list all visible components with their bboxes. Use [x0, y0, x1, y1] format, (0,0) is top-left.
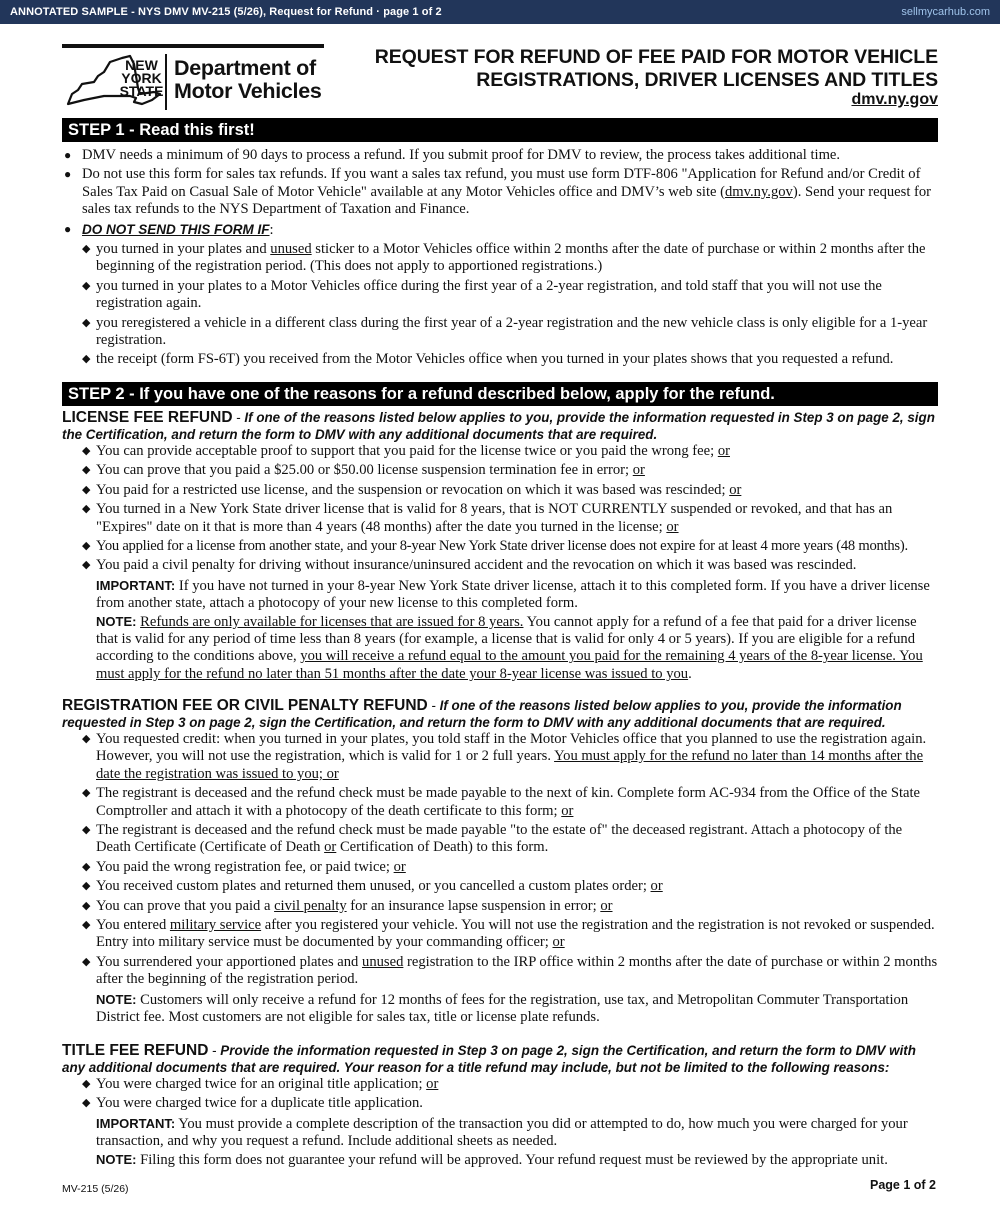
- item-text: for an insurance lapse suspension in error;: [346, 897, 601, 914]
- or-word: or: [561, 802, 574, 819]
- sub-list-item: ◆ you turned in your plates to a Motor Vehicles office during the first year of a 2-year registration, and told staff that you will not use the registration again.: [82, 277, 882, 312]
- form-header: [62, 44, 938, 114]
- form-title-line-1: REQUEST FOR REFUND OF FEE PAID FOR MOTOR VEHICLE: [374, 46, 938, 68]
- item-text: You can prove that you paid a $25.00 or $50.00 license suspension termination fee in error;: [96, 462, 633, 479]
- sub-list-item: ◆ You entered military service after you registered your vehicle. You will not use the registration and the registration is not revoked or suspended. Entry into military service must be documented by your commanding officer; or: [82, 917, 935, 951]
- note-label: NOTE:: [96, 1151, 137, 1167]
- form-title-line-2: REGISTRATIONS, DRIVER LICENSES AND TITLES: [476, 69, 938, 91]
- sub-list-item: ◆ You applied for a license from another state, and your 8-year New York State driver license does not expire for at least 4 more years (48 months).: [82, 538, 908, 555]
- or-word: or: [600, 897, 613, 914]
- or-word: or: [426, 1076, 439, 1092]
- logo-dept-line-1: Department of: [174, 56, 316, 80]
- do-not-send-label: DO NOT SEND THIS FORM IF: [82, 221, 270, 237]
- item-text: registration to the IRP office within 2 months after the date of purchase or within 2 months after the beginning of the registration period.: [96, 953, 938, 988]
- sub-list-item: ◆ The registrant is deceased and the refund check must be made payable to the next of kin. Complete form AC-934 from the Office of the State Comptroller and attach it with a photocopy of the death certificate to this form; or: [82, 785, 921, 819]
- item-emphasis: unused: [270, 241, 312, 258]
- item-text: You were charged twice for a duplicate title application.: [96, 1095, 423, 1112]
- item-text: you turned in your plates to a Motor Vehicles office during the first year of a 2-year registration, and told staff that you will not use the registration again.: [96, 277, 882, 312]
- sub-list-item: ◆ You paid for a restricted use license, and the suspension or revocation on which it was based was rescinded; or: [82, 481, 742, 498]
- sub-list-item: ◆ You turned in a New York State driver license that is valid for 8 years, that is NOT CURRENTLY suspended or revoked, and that has an "Expires" date on it that is more than 4 years (48 months) after the date you turned in the license; or: [82, 501, 893, 535]
- item-text: You were charged twice for an original title application;: [96, 1076, 427, 1092]
- step1-heading: STEP 1 - Read this first!: [62, 118, 938, 142]
- item-text: Do not use this form for sales tax refunds. If you want a sales tax refund, you must use form DTF-806 "Application for Refund and/or Credit of Sales Tax Paid on Casual Sale of Motor Vehicle" available at any Motor Vehicles office and DMV’s web site (: [82, 166, 921, 200]
- header-rule: [62, 44, 324, 48]
- license-note: [62, 613, 938, 684]
- item-text: You paid for a restricted use license, and the suspension or revocation on which it was based was rescinded;: [96, 481, 730, 498]
- annotation-banner: [0, 0, 1000, 24]
- item-text: The registrant is deceased and the refund check must be made payable "to the estate of" the deceased registrant. Attach a photocopy of the Death Certificate (Certificate of Death: [96, 822, 903, 856]
- item-text: the receipt (form FS-6T) you received from the Motor Vehicles office when you turned in your plates shows that you requested a refund.: [96, 351, 894, 368]
- section-title: LICENSE FEE REFUND: [62, 409, 233, 426]
- title-note: [62, 1151, 938, 1169]
- item-text: The registrant is deceased and the refund check must be made payable to the next of kin. Complete form AC-934 from the Office of the State Comptroller and attach it with a photocopy of the death certificate to this form;: [96, 785, 921, 819]
- registration-fee-header: [62, 697, 938, 731]
- page-number: Page 1 of 2: [870, 1178, 936, 1192]
- important-label: IMPORTANT:: [96, 577, 176, 593]
- dmv-website-inline-link[interactable]: dmv.ny.gov: [725, 183, 793, 200]
- logo-line-york: YORK: [121, 70, 162, 86]
- colon: :: [269, 221, 274, 238]
- registration-note: [62, 991, 938, 1027]
- dmv-logo-text: [174, 57, 322, 103]
- item-emphasis: You must apply for the refund no later than 14 months after the date the registration was issued to you; or: [96, 748, 924, 782]
- sub-list-item: ◆ you reregistered a vehicle in a different class during the first year of a 2-year registration and the new vehicle class is only eligible for a 1-year registration.: [82, 314, 928, 349]
- ny-state-wordmark: [119, 59, 164, 98]
- item-emphasis: military service: [169, 917, 262, 934]
- list-item: ● Do not use this form for sales tax refunds. If you want a sales tax refund, you must use form DTF-806 "Application for Refund and/or Credit of Sales Tax Paid on Casual Sale of Motor Vehicle" available at any Motor Vehicles office and DMV’s web site (dmv.ny.gov). Send your request for sales tax refunds to the NYS Department of Taxation and Finance.: [64, 166, 932, 218]
- sub-list-item: ◆ You can prove that you paid a civil penalty for an insurance lapse suspension in error; or: [82, 897, 613, 914]
- dmv-website-link[interactable]: dmv.ny.gov: [851, 91, 938, 108]
- item-text: You paid a civil penalty for driving without insurance/uninsured accident and the revocation on which it was based was rescinded.: [96, 557, 857, 574]
- section-intro: If one of the reasons listed below applies to you, provide the information requested in Step 3 on page 2, sign the Certification, and return the form to DMV with any additional documents that are required.: [62, 410, 935, 442]
- form-number: MV-215 (5/26): [62, 1183, 129, 1195]
- sub-list-item: ◆ You received custom plates and returned them unused, or you cancelled a custom plates order; or: [82, 878, 663, 895]
- logo-line-new: NEW: [125, 57, 158, 73]
- item-text: You requested credit: when you turned in your plates, you told staff in the Motor Vehicles office that you planned to use the registration again. However, you will not use the registration, which is valid for 1 or 2 full years.: [96, 731, 927, 765]
- license-fee-header: [62, 409, 938, 443]
- sub-list-item: ◆ You can provide acceptable proof to support that you paid for the license twice or you paid the wrong fee; or: [82, 443, 730, 459]
- note-label: NOTE:: [96, 613, 137, 629]
- note-label: NOTE:: [96, 991, 137, 1007]
- item-text: You turned in a New York State driver license that is valid for 8 years, that is NOT CURRENTLY suspended or revoked, and that has an "Expires" date on it that is more than 4 years (48 months) after the date you turned in the license;: [96, 501, 893, 535]
- section-intro: If one of the reasons listed below applies to you, provide the information requested in Step 3 on page 2, sign the Certification, and return the form to DMV with any additional documents that are required.: [62, 698, 902, 730]
- sub-list-item: ◆ You were charged twice for a duplicate title application.: [82, 1095, 423, 1112]
- item-text: after you registered your vehicle. You will not use the registration and the registration is not revoked or suspended. Entry into military service must be documented by your commanding officer;: [96, 917, 935, 951]
- note-emphasis: Refunds are only available for licenses that are issued for 8 years.: [140, 613, 524, 630]
- section-title: TITLE FEE REFUND: [62, 1042, 209, 1059]
- item-text: You entered: [96, 917, 170, 934]
- title-fee-header: [62, 1042, 938, 1076]
- note-emphasis: you will receive a refund equal to the amount you paid for the remaining 4 years of the 8-year license. You must apply for the refund no later than 51 months after the date your 8-year license was issued to you: [96, 648, 923, 682]
- sub-list-item: ◆ you turned in your plates and unused sticker to a Motor Vehicles office within 2 months after the date of purchase or within 2 months after the beginning of the registration period. (This does not apply to apportioned registrations.): [82, 241, 926, 275]
- sub-list-item: ◆ You can prove that you paid a $25.00 or $50.00 license suspension termination fee in error; or: [82, 462, 645, 479]
- logo-line-state: STATE: [119, 83, 164, 99]
- dash: -: [232, 410, 245, 425]
- dash: -: [427, 698, 440, 713]
- step2-heading: STEP 2 - If you have one of the reasons for a refund described below, apply for the refund.: [62, 382, 938, 406]
- item-text: ). Send your request for sales tax refunds to the NYS Department of Taxation and Finance.: [82, 183, 932, 218]
- banner-title: ANNOTATED SAMPLE - NYS DMV MV-215 (5/26), Request for Refund · page 1 of 2: [10, 6, 442, 18]
- note-text: If you have not turned in your 8-year New York State driver license, attach it to this completed form. If you have a driver license from another state, attach a photocopy of your new license to this completed form.: [96, 577, 930, 612]
- list-item: ● DO NOT SEND THIS FORM IF:: [64, 221, 274, 238]
- title-important-note: [62, 1115, 938, 1151]
- form-title: [375, 46, 938, 92]
- or-word: or: [324, 839, 337, 856]
- section-title: REGISTRATION FEE OR CIVIL PENALTY REFUND: [62, 697, 428, 714]
- sub-list-item: ◆ You were charged twice for an original title application; or: [82, 1076, 439, 1092]
- logo-dept-line-2: Motor Vehicles: [174, 79, 322, 103]
- item-text: Certification of Death) to this form.: [336, 839, 549, 856]
- sub-list-item: ◆ You paid the wrong registration fee, or paid twice; or: [82, 858, 406, 875]
- note-text: Filing this form does not guarantee your refund will be approved. Your refund request must be reviewed by the appropriate unit.: [136, 1151, 888, 1168]
- item-text: You applied for a license from another state, and your 8-year New York State driver license does not expire for at least 4 more years (48 months).: [96, 538, 908, 555]
- sub-list-item: ◆ You surrendered your apportioned plates and unused registration to the IRP office within 2 months after the date of purchase or within 2 months after the beginning of the registration period.: [82, 953, 938, 988]
- step1-content: [62, 147, 938, 371]
- note-text: Customers will only receive a refund for 12 months of fees for the registration, use tax, and Metropolitan Commuter Transportation District fee. Most customers are not eligible for sales tax, title or license plate refunds.: [96, 991, 909, 1026]
- item-text: You surrendered your apportioned plates and: [96, 953, 363, 970]
- sub-list-item: ◆ The registrant is deceased and the refund check must be made payable "to the estate of" the deceased registrant. Attach a photocopy of the Death Certificate (Certificate of Death or Certification of Death) to this form.: [82, 822, 903, 856]
- item-emphasis: civil penalty: [274, 897, 347, 914]
- period: .: [688, 665, 692, 682]
- item-text: You can prove that you paid a: [96, 897, 275, 914]
- item-text: You received custom plates and returned them unused, or you cancelled a custom plates order;: [96, 878, 651, 895]
- dash: -: [208, 1043, 221, 1058]
- item-emphasis: unused: [362, 953, 404, 970]
- list-item: ● DMV needs a minimum of 90 days to process a refund. If you submit proof for DMV to review, the process takes additional time.: [64, 147, 841, 163]
- item-text: you reregistered a vehicle in a different class during the first year of a 2-year registration and the new vehicle class is only eligible for a 1-year registration.: [96, 314, 928, 349]
- section-intro: Provide the information requested in Step 3 on page 2, sign the Certification, and return the form to DMV with any additional documents that are required. Your reason for a title refund may include, but not be limited to the following reasons:: [62, 1043, 916, 1075]
- logo-divider: [165, 54, 167, 110]
- sub-list-item: ◆ You paid a civil penalty for driving without insurance/uninsured accident and the revocation on which it was based was rescinded.: [82, 557, 857, 574]
- sub-list-item: ◆ the receipt (form FS-6T) you received from the Motor Vehicles office when you turned in your plates shows that you requested a refund.: [82, 351, 894, 368]
- or-word: or: [632, 462, 645, 479]
- or-word: or: [729, 481, 742, 498]
- item-text: DMV needs a minimum of 90 days to process a refund. If you submit proof for DMV to review, the process takes additional time.: [82, 147, 841, 163]
- registration-fee-section: [62, 697, 938, 1027]
- or-word: or: [650, 878, 663, 895]
- or-word: or: [666, 518, 679, 535]
- banner-site-link[interactable]: sellmycarhub.com: [901, 6, 990, 18]
- or-word: or: [552, 934, 565, 951]
- license-fee-section: [62, 409, 938, 683]
- item-text: sticker to a Motor Vehicles office within 2 months after the date of purchase or within 2 months after the beginning of the registration period. (This does not apply to apportioned registrations.): [96, 241, 926, 275]
- item-text: you turned in your plates and: [96, 241, 271, 258]
- or-word: or: [717, 443, 730, 459]
- note-text: You must provide a complete description of the transaction you did or attempted to do, how much you were charged for your transaction, and why you request a refund. Include additional sheets as needed.: [96, 1115, 908, 1150]
- sub-list-item: ◆ You requested credit: when you turned in your plates, you told staff in the Motor Vehicles office that you planned to use the registration again. However, you will not use the registration, which is valid for 1 or 2 full years. You must apply for the refund no later than 14 months after the date the registration was issued to you; or: [82, 731, 927, 782]
- or-word: or: [393, 858, 406, 875]
- item-text: You can provide acceptable proof to support that you paid for the license twice or you paid the wrong fee;: [96, 443, 718, 459]
- license-important-note: [62, 577, 938, 613]
- note-text: You cannot apply for a refund of a fee that paid for a driver license that is valid for any period of time less than 8 years (for example, a license that is valid for only 4 or 5 years). If you are eligible for a refund according to the conditions above,: [96, 613, 917, 665]
- important-label: IMPORTANT:: [96, 1115, 176, 1131]
- item-text: You paid the wrong registration fee, or paid twice;: [96, 858, 394, 875]
- title-fee-section: [62, 1042, 938, 1169]
